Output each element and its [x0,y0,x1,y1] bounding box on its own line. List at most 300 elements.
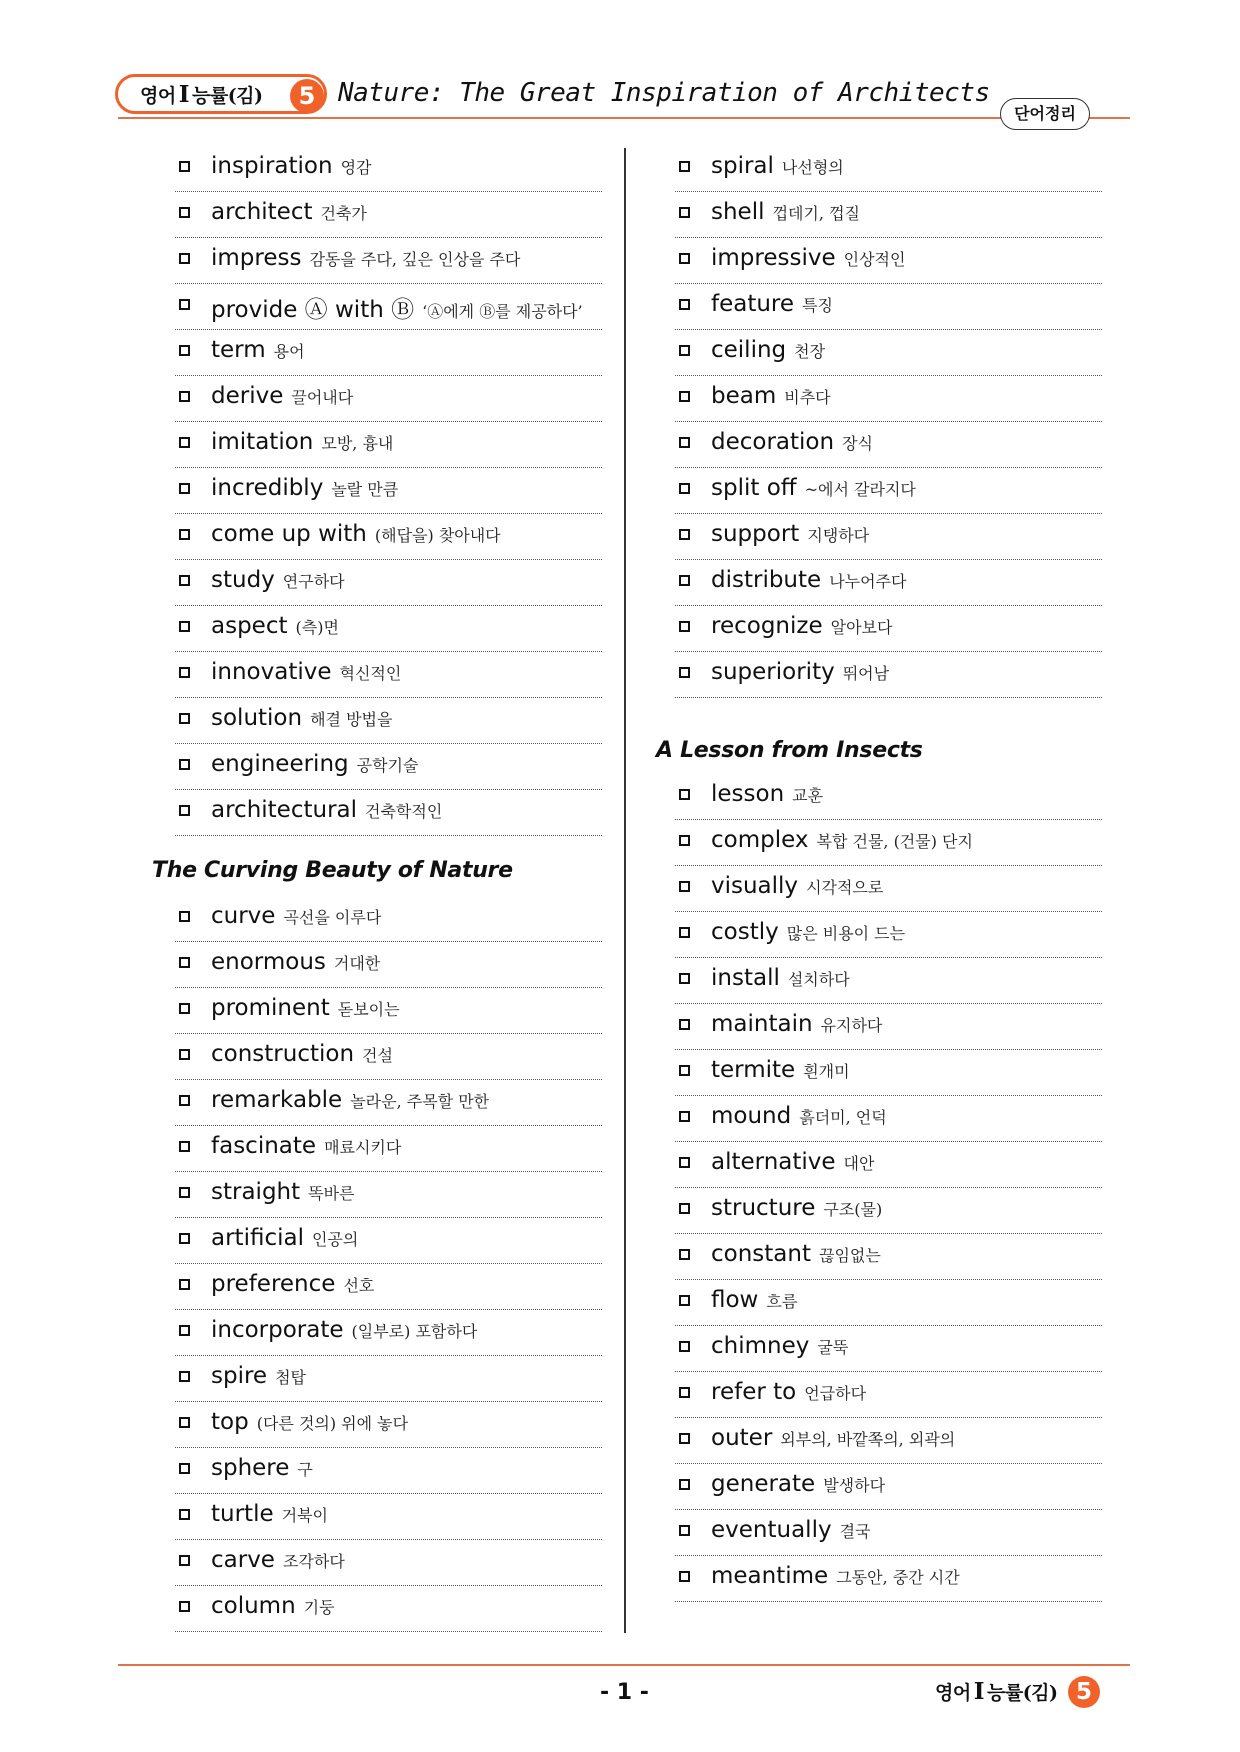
vocab-meaning: 많은 비용이 드는 [786,924,906,943]
page-title: Nature: The Great Inspiration of Architects [338,78,990,108]
vocab-entry [711,521,869,547]
vocab-row [175,1264,602,1310]
checkbox-icon[interactable] [179,1417,190,1428]
checkbox-icon[interactable] [179,437,190,448]
vocab-word: incorporate [211,1317,344,1343]
checkbox-icon[interactable] [679,1111,690,1122]
vocab-row [675,912,1102,958]
checkbox-icon[interactable] [679,253,690,264]
vocab-word: engineering [211,751,349,777]
header-label [140,81,263,108]
vocab-entry [211,1087,489,1113]
vocab-row [675,238,1102,284]
vocab-row [175,330,602,376]
vocab-row [175,942,602,988]
vocab-meaning: 공학기술 [356,756,419,775]
unit-badge: 5 [290,79,324,113]
vocab-row [675,820,1102,866]
vocab-entry [711,781,823,807]
vocab-word: study [211,567,275,593]
vocab-meaning: 발생하다 [823,1476,886,1495]
vocab-row [175,192,602,238]
vocab-meaning: 굴뚝 [817,1338,849,1357]
vocab-entry [711,1379,866,1405]
vocab-entry [711,291,833,317]
vocab-meaning: 용어 [273,342,305,361]
vocab-meaning: (일부로) 포함하다 [351,1322,478,1341]
header-divider [118,117,1130,119]
vocab-word: architectural [211,797,358,823]
vocab-word: superiority [711,659,835,685]
vocab-row [675,422,1102,468]
vocab-entry [711,827,973,853]
vocab-meaning: 나선형의 [781,158,844,177]
checkbox-icon[interactable] [179,1325,190,1336]
vocab-meaning: 곡선을 이루다 [283,908,382,927]
vocab-word: turtle [211,1501,274,1527]
vocab-meaning: 천장 [794,342,826,361]
vocab-meaning: 해결 방법을 [310,710,393,729]
vocab-row [675,330,1102,376]
checkbox-icon[interactable] [179,1233,190,1244]
footer-unit-badge: 5 [1068,1676,1100,1708]
vocab-meaning: 외부의, 바깥쪽의, 외곽의 [780,1430,956,1449]
vocab-row [675,1280,1102,1326]
vocab-entry [711,1471,885,1497]
vocab-entry [711,1057,850,1083]
vocab-row [675,606,1102,652]
vocab-word: costly [711,919,779,945]
vocab-entry [211,903,381,929]
checkbox-icon[interactable] [679,1295,690,1306]
checkbox-icon[interactable] [179,1187,190,1198]
vocab-word: generate [711,1471,816,1497]
checkbox-icon[interactable] [679,391,690,402]
checkbox-icon[interactable] [179,161,190,172]
vocab-meaning: ‘Ⓐ에게 Ⓑ를 제공하다’ [422,302,583,321]
vocab-entry [211,949,380,975]
vocab-word: recognize [711,613,823,639]
vocab-meaning: 조각하다 [282,1552,345,1571]
vocab-meaning: 감동을 주다, 깊은 인상을 주다 [309,250,521,269]
checkbox-icon[interactable] [679,621,690,632]
vocab-meaning: 똑바른 [308,1184,355,1203]
vocab-meaning: 거북이 [281,1506,328,1525]
checkbox-icon[interactable] [179,1049,190,1060]
vocab-meaning: 인공의 [311,1230,359,1249]
vocab-word: ceiling [711,337,787,363]
checkbox-icon[interactable] [179,483,190,494]
vocab-row [175,560,602,606]
vocab-row [175,1540,602,1586]
vocab-word: carve [211,1547,275,1573]
checkbox-icon[interactable] [679,1525,690,1536]
vocab-meaning: 놀라운, 주목할 만한 [350,1092,490,1111]
checkbox-icon[interactable] [679,835,690,846]
checkbox-icon[interactable] [179,1371,190,1382]
vocab-entry [211,1547,345,1573]
vocab-meaning: 돋보이는 [337,1000,400,1019]
vocab-row [675,866,1102,912]
vocab-entry [211,1455,313,1481]
checkbox-icon[interactable] [179,911,190,922]
vocab-word: spiral [711,153,774,179]
vocab-row [675,1050,1102,1096]
vocab-word: distribute [711,567,822,593]
vocab-meaning: 장식 [842,434,873,453]
vocab-row [675,468,1102,514]
vocab-row [175,1448,602,1494]
vocab-row [175,146,602,192]
vocab-entry [211,291,583,324]
checkbox-icon[interactable] [679,1387,690,1398]
vocab-word: install [711,965,780,991]
footer-label [935,1678,1058,1705]
vocab-row [175,1034,602,1080]
header-level: I [178,81,189,108]
vocab-entry [711,475,916,501]
checkbox-icon[interactable] [179,253,190,264]
vocab-row [175,1494,602,1540]
vocab-entry [211,1317,477,1343]
vocab-meaning: 구조(물) [823,1200,883,1219]
vocab-word: shell [711,199,765,225]
checkbox-icon[interactable] [179,957,190,968]
vocab-row [675,192,1102,238]
vocab-meaning: 흰개미 [803,1062,850,1081]
vocab-meaning: 지탱하다 [807,526,870,545]
header-subject: 영어 [140,85,176,107]
vocab-word: maintain [711,1011,813,1037]
vocab-entry [711,199,860,225]
vocab-word: chimney [711,1333,810,1359]
checkbox-icon[interactable] [679,575,690,586]
vocab-entry [211,521,501,547]
vocab-row [675,1234,1102,1280]
vocab-row [675,1188,1102,1234]
vocab-word: top [211,1409,249,1435]
vocab-row [175,1218,602,1264]
vocab-word: prominent [211,995,330,1021]
vocab-row [175,606,602,652]
vocab-entry [711,1425,955,1451]
vocab-entry [711,1103,887,1129]
vocab-word: curve [211,903,276,929]
vocab-entry [711,245,905,271]
vocab-word: structure [711,1195,816,1221]
vocab-word: term [211,337,266,363]
vocab-meaning: 교훈 [792,786,824,805]
footer-subject: 영어 [935,1682,971,1704]
vocab-row [175,1586,602,1632]
vocab-word: complex [711,827,809,853]
vocab-row [175,1172,602,1218]
vocab-word: come up with [211,521,367,547]
checkbox-icon[interactable] [179,1463,190,1474]
checkbox-icon[interactable] [179,805,190,816]
vocab-entry [211,383,353,409]
vocab-word: termite [711,1057,796,1083]
checkbox-icon[interactable] [179,1095,190,1106]
vocab-word: construction [211,1041,355,1067]
checkbox-icon[interactable] [179,207,190,218]
vocab-meaning: 시각적으로 [806,878,884,897]
vocab-word: straight [211,1179,301,1205]
checkbox-icon[interactable] [679,1065,690,1076]
vocab-word: column [211,1593,296,1619]
checkbox-icon[interactable] [679,1479,690,1490]
checkbox-icon[interactable] [679,437,690,448]
checkbox-icon[interactable] [679,881,690,892]
vocab-word: meantime [711,1563,829,1589]
vocab-word: artificial [211,1225,304,1251]
vocab-meaning: 유지하다 [820,1016,883,1035]
vocab-entry [211,1133,401,1159]
vocab-row [675,1418,1102,1464]
checkbox-icon[interactable] [679,345,690,356]
vocab-meaning: (해답을) 찾아내다 [374,526,501,545]
checkbox-icon[interactable] [179,1279,190,1290]
checkbox-icon[interactable] [679,483,690,494]
vocab-word: remarkable [211,1087,343,1113]
vocab-meaning: 비추다 [784,388,831,407]
vocab-row [675,146,1102,192]
vocab-word: incredibly [211,475,324,501]
vocab-row [175,790,602,836]
vocab-row [675,1142,1102,1188]
checkbox-icon[interactable] [179,575,190,586]
vocab-meaning: 연구하다 [282,572,345,591]
vocab-entry [211,429,393,455]
vocab-word: lesson [711,781,785,807]
checkbox-icon[interactable] [679,529,690,540]
vocab-entry [711,383,831,409]
checkbox-icon[interactable] [179,529,190,540]
vocab-word: support [711,521,800,547]
vocab-meaning: 기둥 [303,1598,335,1617]
vocab-row [175,514,602,560]
vocab-word: imitation [211,429,314,455]
vocab-word: beam [711,383,777,409]
vocab-meaning: 복합 건물, (건물) 단지 [816,832,973,851]
vocab-row [175,238,602,284]
vocab-row [675,1464,1102,1510]
checkbox-icon[interactable] [179,1555,190,1566]
vocab-entry [211,995,400,1021]
vocab-row [675,1510,1102,1556]
vocab-entry [711,1149,874,1175]
vocab-entry [711,659,889,685]
vocab-word: feature [711,291,795,317]
vocab-word: inspiration [211,153,333,179]
vocab-meaning: 놀랄 만큼 [331,480,399,499]
vocab-row [675,284,1102,330]
checkbox-icon[interactable] [679,1341,690,1352]
vocab-row [175,1126,602,1172]
vocab-meaning: 특징 [802,296,833,315]
vocab-meaning: 그동안, 중간 시간 [836,1568,960,1587]
vocab-word: spire [211,1363,268,1389]
vocab-meaning: 결국 [839,1522,871,1541]
vocab-word: refer to [711,1379,797,1405]
vocab-entry [711,1241,881,1267]
vocab-word: sphere [211,1455,290,1481]
vocab-entry [711,613,892,639]
checkbox-icon[interactable] [179,1601,190,1612]
checkbox-icon[interactable] [679,299,690,310]
vocab-meaning: 건축가 [320,204,367,223]
vocab-word: impressive [711,245,836,271]
checkbox-icon[interactable] [679,667,690,678]
vocab-entry [711,1287,797,1313]
vocab-entry [711,153,844,179]
vocab-row [675,1372,1102,1418]
vocab-meaning: 언급하다 [804,1384,867,1403]
vocab-word: aspect [211,613,288,639]
vocab-entry [211,1501,328,1527]
vocab-entry [211,567,345,593]
vocab-word: outer [711,1425,773,1451]
vocab-word: decoration [711,429,835,455]
checkbox-icon[interactable] [679,927,690,938]
checkbox-icon[interactable] [679,1433,690,1444]
checkbox-icon[interactable] [679,161,690,172]
checkbox-icon[interactable] [679,1157,690,1168]
checkbox-icon[interactable] [179,667,190,678]
vocab-entry [211,1363,306,1389]
checkbox-icon[interactable] [179,759,190,770]
vocab-row [175,468,602,514]
vocab-entry [711,567,906,593]
checkbox-icon[interactable] [679,789,690,800]
vocab-word: provide Ⓐ with Ⓑ [211,297,415,323]
vocab-meaning: 첨탑 [275,1368,306,1387]
vocab-word: visually [711,873,799,899]
vocab-entry [711,1195,882,1221]
header-book: 능률(김) [191,85,263,107]
vocab-meaning: (다른 것의) 위에 놓다 [256,1414,409,1433]
vocab-entry [211,613,339,639]
vocab-entry [711,429,873,455]
vocab-meaning: ~에서 갈라지다 [804,480,916,499]
vocab-word: split off [711,475,797,501]
summary-tag: 단어정리 [1000,98,1090,130]
vocab-meaning: 끊임없는 [819,1246,881,1265]
vocab-entry [711,1333,848,1359]
vocab-entry [711,337,825,363]
vocab-row [675,1004,1102,1050]
vocab-entry [711,1011,882,1037]
vocab-entry [711,1517,871,1543]
checkbox-icon[interactable] [179,345,190,356]
vocab-entry [211,199,367,225]
vocab-entry [211,337,305,363]
vocab-entry [211,1271,374,1297]
vocab-meaning: 인상적인 [843,250,906,269]
vocab-entry [211,751,418,777]
vocab-entry [211,1041,393,1067]
vocab-row [675,376,1102,422]
vocab-word: impress [211,245,302,271]
vocab-meaning: 매료시키다 [324,1138,402,1157]
vocab-meaning: 대안 [843,1154,875,1173]
vocab-entry [711,965,850,991]
vocab-row [175,744,602,790]
vocab-entry [711,873,883,899]
vocab-word: fascinate [211,1133,317,1159]
vocab-row [675,958,1102,1004]
vocab-word: mound [711,1103,792,1129]
checkbox-icon[interactable] [179,299,190,310]
vocab-entry [711,919,905,945]
checkbox-icon[interactable] [679,207,690,218]
checkbox-icon[interactable] [679,1249,690,1260]
vocab-meaning: 영감 [340,158,372,177]
vocab-word: alternative [711,1149,836,1175]
vocab-row [175,1402,602,1448]
vocab-row [675,652,1102,698]
checkbox-icon[interactable] [179,713,190,724]
checkbox-icon[interactable] [179,1509,190,1520]
vocab-row [175,1310,602,1356]
vocab-word: constant [711,1241,811,1267]
checkbox-icon[interactable] [179,1141,190,1152]
vocab-meaning: 건축학적인 [365,802,443,821]
vocab-meaning: 흙더미, 언덕 [799,1108,887,1127]
checkbox-icon[interactable] [179,1003,190,1014]
checkbox-icon[interactable] [179,391,190,402]
vocab-word: enormous [211,949,326,975]
vocab-row [175,988,602,1034]
vocab-entry [211,475,398,501]
vocab-meaning: 모방, 흉내 [321,434,394,453]
vocab-word: preference [211,1271,336,1297]
page-number: - 1 - [600,1680,649,1705]
vocab-meaning: 알아보다 [830,618,893,637]
vocab-meaning: 끌어내다 [291,388,354,407]
checkbox-icon[interactable] [679,1019,690,1030]
vocab-entry [711,1563,960,1589]
section-title-curving: The Curving Beauty of Nature [152,858,513,883]
checkbox-icon[interactable] [679,1571,690,1582]
vocab-row [675,1556,1102,1602]
vocab-entry [211,1409,408,1435]
vocab-entry [211,705,392,731]
vocab-row [175,1356,602,1402]
vocab-row [675,560,1102,606]
vocab-word: innovative [211,659,332,685]
vocab-word: derive [211,383,284,409]
vocab-meaning: 구 [297,1460,313,1479]
vocab-meaning: 건설 [362,1046,393,1065]
vocab-entry [211,659,401,685]
vocab-row [675,1326,1102,1372]
vocab-meaning: (측)면 [295,618,339,637]
checkbox-icon[interactable] [679,973,690,984]
vocab-meaning: 선호 [343,1276,375,1295]
vocab-meaning: 흐름 [766,1292,798,1311]
footer-book: 능률(김) [986,1682,1058,1704]
vocab-meaning: 혁신적인 [339,664,402,683]
vocab-entry [211,245,520,271]
vocab-meaning: 나누어주다 [829,572,907,591]
vocab-word: eventually [711,1517,832,1543]
checkbox-icon[interactable] [679,1203,690,1214]
vocab-meaning: 거대한 [333,954,381,973]
checkbox-icon[interactable] [179,621,190,632]
vocab-meaning: 설치하다 [787,970,850,989]
vocab-meaning: 뛰어남 [842,664,890,683]
